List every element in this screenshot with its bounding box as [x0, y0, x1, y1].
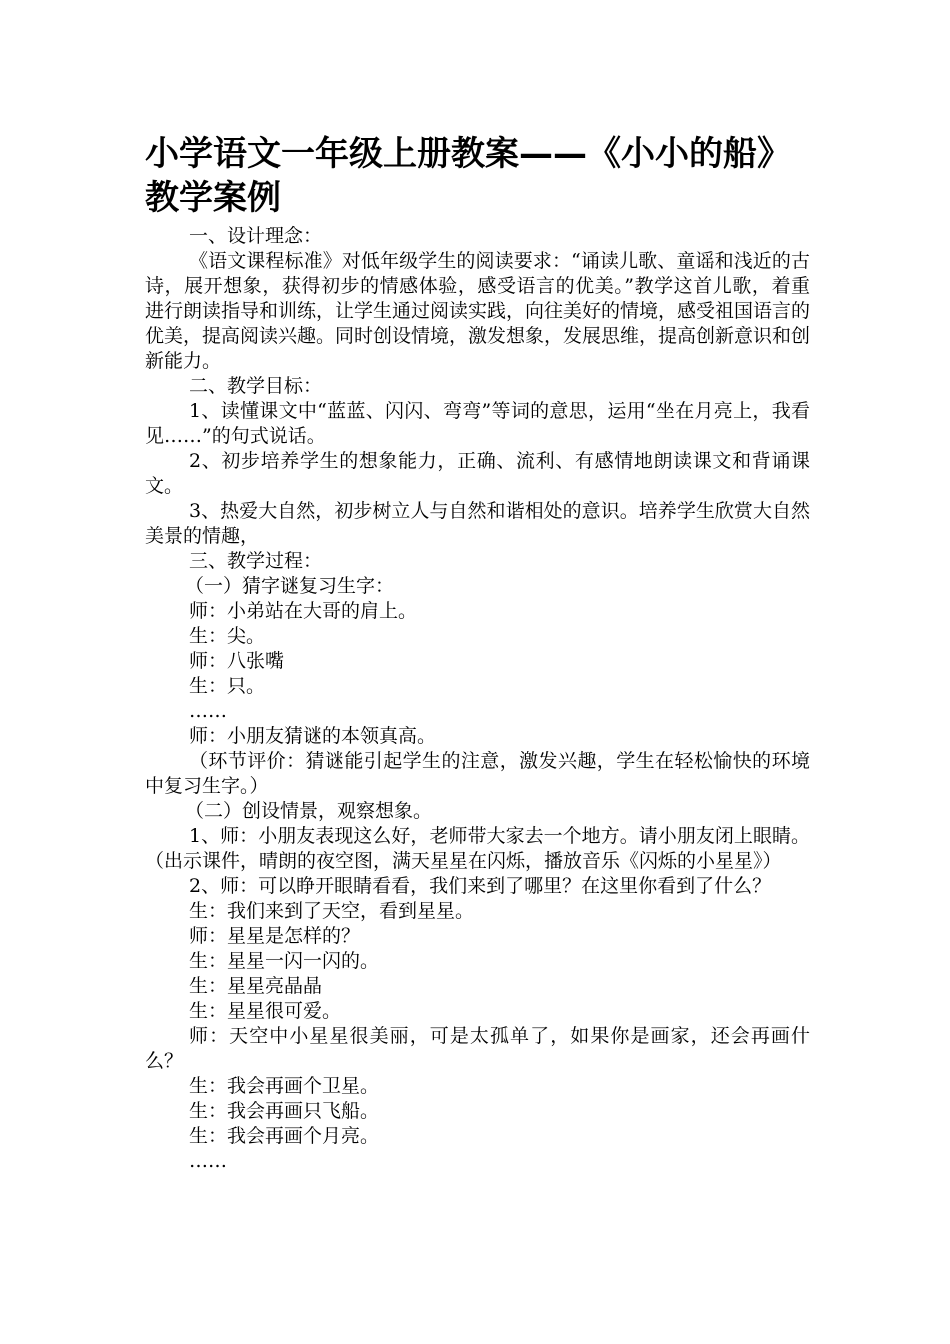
paragraph: 生：只。 — [189, 675, 266, 697]
paragraph: 生：我会再画只飞船。 — [189, 1100, 380, 1122]
paragraph: 师：天空中小星星很美丽，可是太孤单了，如果你是画家，还会再画什么？ — [145, 1025, 810, 1072]
paragraph: 师：小弟站在大哥的肩上。 — [189, 600, 418, 622]
paragraph: （二）创设情景，观察想象。 — [185, 800, 433, 822]
paragraph: 生：我们来到了天空，看到星星。 — [189, 900, 475, 922]
paragraph: 生：我会再画个卫星。 — [189, 1075, 380, 1097]
paragraph: 师：八张嘴 — [189, 650, 285, 672]
document-body — [145, 224, 810, 1174]
paragraph: 师：小朋友猜谜的本领真高。 — [189, 725, 437, 747]
paragraph: 1、读懂课文中“蓝蓝、闪闪、弯弯”等词的意思，运用“坐在月亮上，我看见……”的句式说话。 — [145, 400, 810, 447]
paragraph: （一）猜字谜复习生字： — [185, 575, 395, 597]
paragraph: 生：星星一闪一闪的。 — [189, 950, 380, 972]
title-line-2: 教学案例 — [145, 178, 281, 218]
paragraph: 生：星星很可爱。 — [189, 1000, 342, 1022]
paragraph: …… — [189, 1150, 227, 1172]
paragraph: 1、师：小朋友表现这么好，老师带大家去一个地方。请小朋友闭上眼睛。（出示课件，晴朗的夜空图，满天星星在闪烁，播放音乐《闪烁的小星星》） — [145, 825, 810, 872]
paragraph: 生：我会再画个月亮。 — [189, 1125, 380, 1147]
paragraph: 一、设计理念： — [189, 225, 323, 247]
paragraph: 《语文课程标准》对低年级学生的阅读要求：“诵读儿歌、童谣和浅近的古诗，展开想象，获得初步的情感体验，感受语言的优美。”教学这首儿歌，着重进行朗读指导和训练，让学生通过阅读实践，向往美好的情境，感受祖国语言的优美，提高阅读兴趣。同时创设情境，激发想象，发展思维，提高创新意识和创新能力。 — [145, 250, 811, 372]
paragraph: 师：星星是怎样的？ — [189, 925, 361, 947]
paragraph: …… — [189, 700, 227, 722]
title-line-1: 小学语文一年级上册教案——《小小的船》 — [145, 134, 791, 174]
document-page — [145, 132, 810, 1174]
document-title — [145, 132, 810, 220]
paragraph: 三、教学过程： — [189, 550, 323, 572]
paragraph: 2、师：可以睁开眼睛看看，我们来到了哪里？在这里你看到了什么？ — [189, 875, 772, 897]
paragraph: （环节评价：猜谜能引起学生的注意，激发兴趣，学生在轻松愉快的环境中复习生字。） — [145, 750, 810, 797]
paragraph: 生：星星亮晶晶 — [189, 975, 323, 997]
paragraph: 3、热爱大自然，初步树立人与自然和谐相处的意识。培养学生欣赏大自然美景的情趣， — [145, 500, 810, 547]
paragraph: 2、初步培养学生的想象能力，正确、流利、有感情地朗读课文和背诵课文。 — [145, 450, 810, 497]
paragraph: 生：尖。 — [189, 625, 266, 647]
paragraph: 二、教学目标： — [189, 375, 323, 397]
